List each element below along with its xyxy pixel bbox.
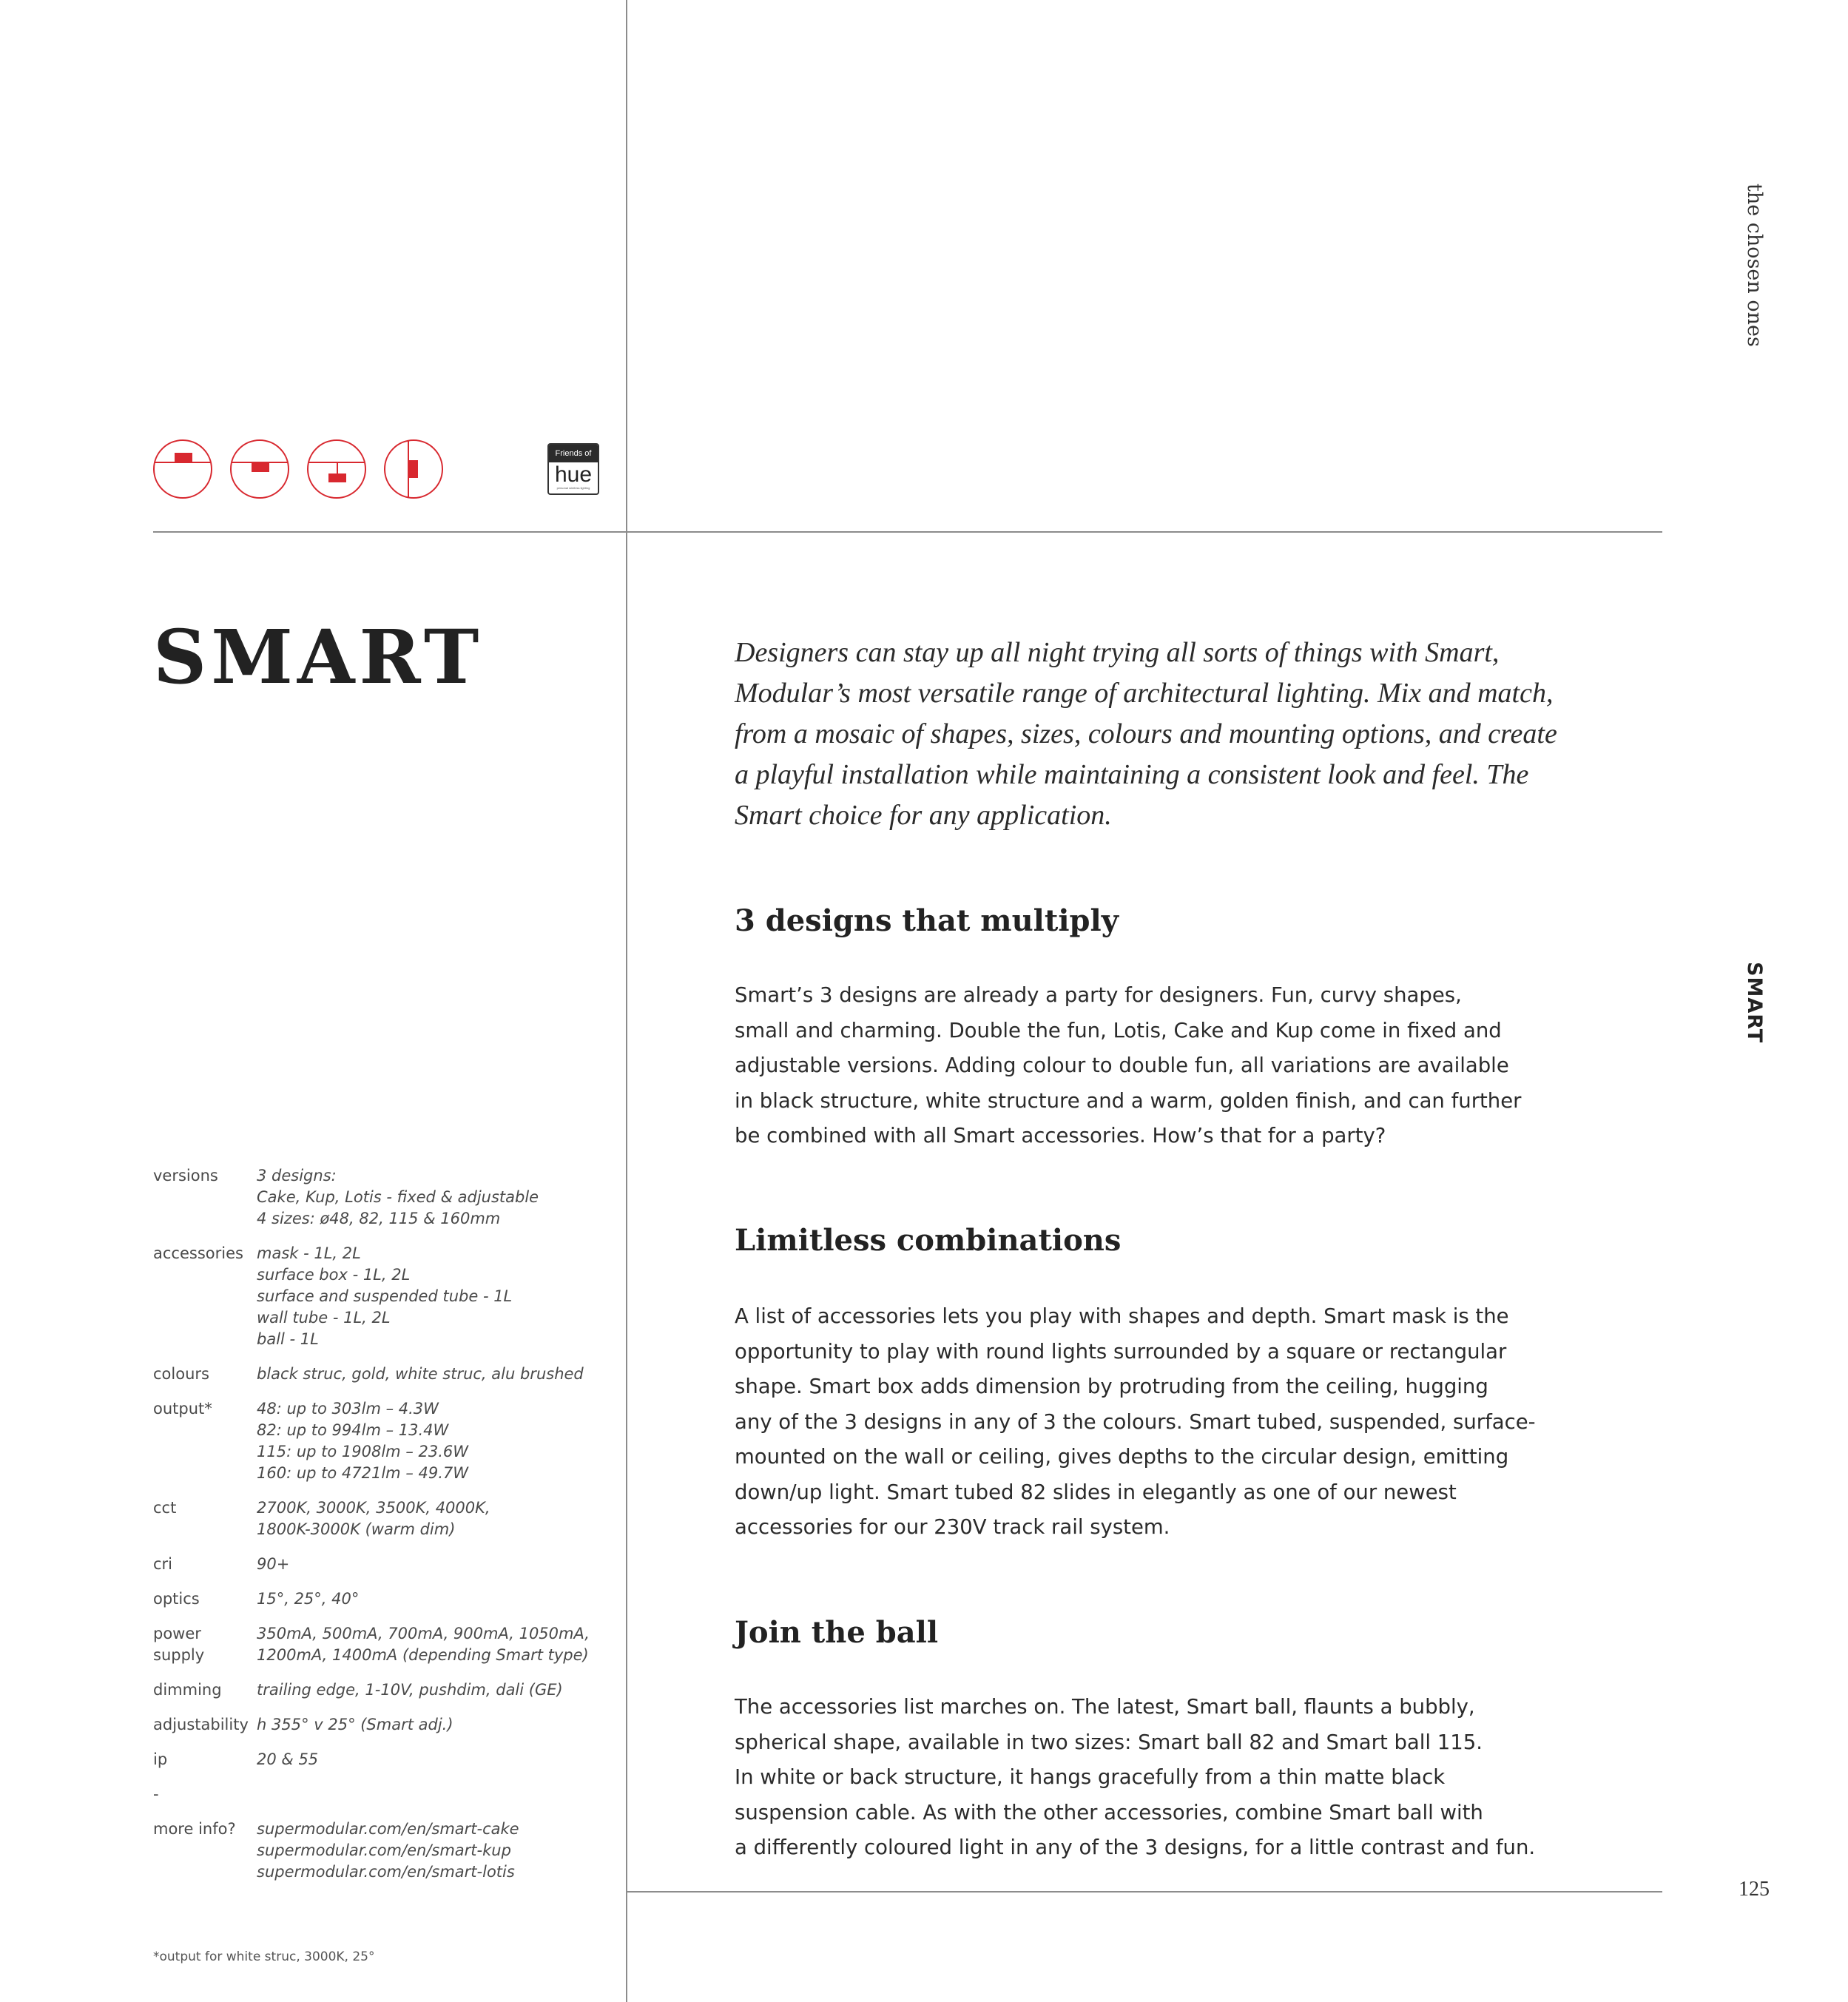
friends-of-hue-logo (547, 443, 599, 495)
spec-value: black struc, gold, white struc, alu brushed (257, 1365, 584, 1383)
section-heading-designs: 3 designs that multiply (735, 903, 1119, 938)
spec-label: versions (153, 1167, 218, 1184)
spec-row-more-info (153, 1819, 627, 1883)
footer-rule (626, 1891, 1662, 1893)
page-number: 125 (1739, 1878, 1770, 1901)
spec-label: power supply (153, 1625, 205, 1664)
spec-label: adjustability (153, 1716, 249, 1733)
surface-mount-icon (230, 439, 289, 499)
spec-label: cri (153, 1555, 173, 1573)
section-body-combinations: A list of accessories lets you play with shapes and depth. Smart mask is the opportunity to play with round lights surrounded by a square or rectangular shape. Smart box adds dimension by protruding from the ceiling, hugging any of the 3 designs in any of 3 the colours. Smart tubed, suspended, surface- mounted on the wall or ceiling, gives depths to the circular design, emitting down/up light. Smart tubed 82 slides in elegantly as one of our newest accessories for our 230V track rail system. (735, 1304, 1536, 1539)
wall-mount-icon (384, 439, 443, 499)
section-heading-combinations: Limitless combinations (735, 1223, 1122, 1258)
spec-label: cct (153, 1499, 177, 1517)
spec-label: output* (153, 1400, 212, 1418)
spec-value: 3 designs: Cake, Kup, Lotis - fixed & adjustable 4 sizes: ø48, 82, 115 & 160mm (257, 1167, 539, 1227)
section-body-ball: The accessories list marches on. The latest, Smart ball, flaunts a bubbly, spherical shape, available in two sizes: Smart ball 82 and Smart ball 115. In white or back structure, it hangs gracefully from a thin matte black suspension cable. As with the other accessories, combine Smart ball with a differently coloured light in any of the 3 designs, for a little contrast and fun. (735, 1695, 1536, 1859)
hue-badge-word: hue (554, 462, 593, 487)
section-body-designs: Smart’s 3 designs are already a party for designers. Fun, curvy shapes, small and charming. Double the fun, Lotis, Cake and Kup come in fixed and adjustable versions. Adding colour to double fun, all variations are available in black structure, white structure and a warm, golden finish, and can further be combined with all Smart accessories. How’s that for a party? (735, 983, 1522, 1147)
intro-paragraph: Designers can stay up all night trying all sorts of things with Smart, Modular’s most versatile range of architectural lighting. Mix and match, from a mosaic of shapes, sizes, colours and mounting options, and create a playful installation while maintaining a consistent look and feel. The Smart choice for any application. (735, 637, 1557, 831)
spec-row-separator (153, 1784, 627, 1805)
side-product-label: SMART (1743, 962, 1766, 1044)
spec-value: trailing edge, 1-10V, pushdim, dali (GE) (257, 1681, 563, 1699)
header-rule (153, 531, 1662, 533)
spec-table (153, 1165, 627, 1896)
spec-label: dimming (153, 1681, 222, 1699)
spec-row-ip (153, 1749, 627, 1770)
spec-row-output (153, 1398, 627, 1484)
spec-row-adjustability (153, 1714, 627, 1736)
product-title: SMART (153, 613, 484, 701)
spec-row-colours (153, 1364, 627, 1385)
spec-row-power-supply (153, 1623, 627, 1666)
spec-label: colours (153, 1365, 209, 1383)
spec-label: ip (153, 1750, 168, 1768)
spec-row-dimming (153, 1679, 627, 1701)
spec-row-accessories (153, 1243, 627, 1350)
hue-badge-top: Friends of (549, 445, 598, 462)
spec-value: 20 & 55 (257, 1750, 319, 1768)
spec-value: 15°, 25°, 40° (257, 1590, 360, 1608)
spec-value: 2700K, 3000K, 3500K, 4000K, 1800K-3000K (warm dim) (257, 1499, 490, 1538)
spec-value: 350mA, 500mA, 700mA, 900mA, 1050mA, 1200mA, 1400mA (depending Smart type) (257, 1625, 590, 1664)
recessed-mount-icon (153, 439, 212, 499)
spec-label: accessories (153, 1244, 243, 1262)
output-footnote: *output for white struc, 3000K, 25° (153, 1949, 375, 1964)
spec-label: more info? (153, 1820, 236, 1838)
spec-value-links[interactable]: supermodular.com/en/smart-cake supermodular.com/en/smart-kup supermodular.com/en/smart-lotis (257, 1820, 519, 1881)
hue-badge-sub: personal wireless lighting (556, 486, 590, 490)
spec-label: - (153, 1785, 159, 1803)
spec-value: mask - 1L, 2L surface box - 1L, 2L surface and suspended tube - 1L wall tube - 1L, 2L ball - 1L (257, 1244, 513, 1348)
suspended-mount-icon (307, 439, 366, 499)
spec-row-optics (153, 1588, 627, 1610)
spec-value: h 355° v 25° (Smart adj.) (257, 1716, 453, 1733)
spec-label: optics (153, 1590, 200, 1608)
spec-value: 48: up to 303lm – 4.3W 82: up to 994lm – 13.4W 115: up to 1908lm – 23.6W 160: up to 4721lm – 49.7W (257, 1400, 469, 1482)
spec-row-cri (153, 1554, 627, 1575)
spec-row-versions (153, 1165, 627, 1230)
section-heading-ball: Join the ball (735, 1615, 939, 1650)
spec-value (257, 1784, 627, 1805)
section-tag: the chosen ones (1743, 183, 1766, 347)
spec-row-cct (153, 1497, 627, 1540)
spec-value: 90+ (257, 1555, 290, 1573)
